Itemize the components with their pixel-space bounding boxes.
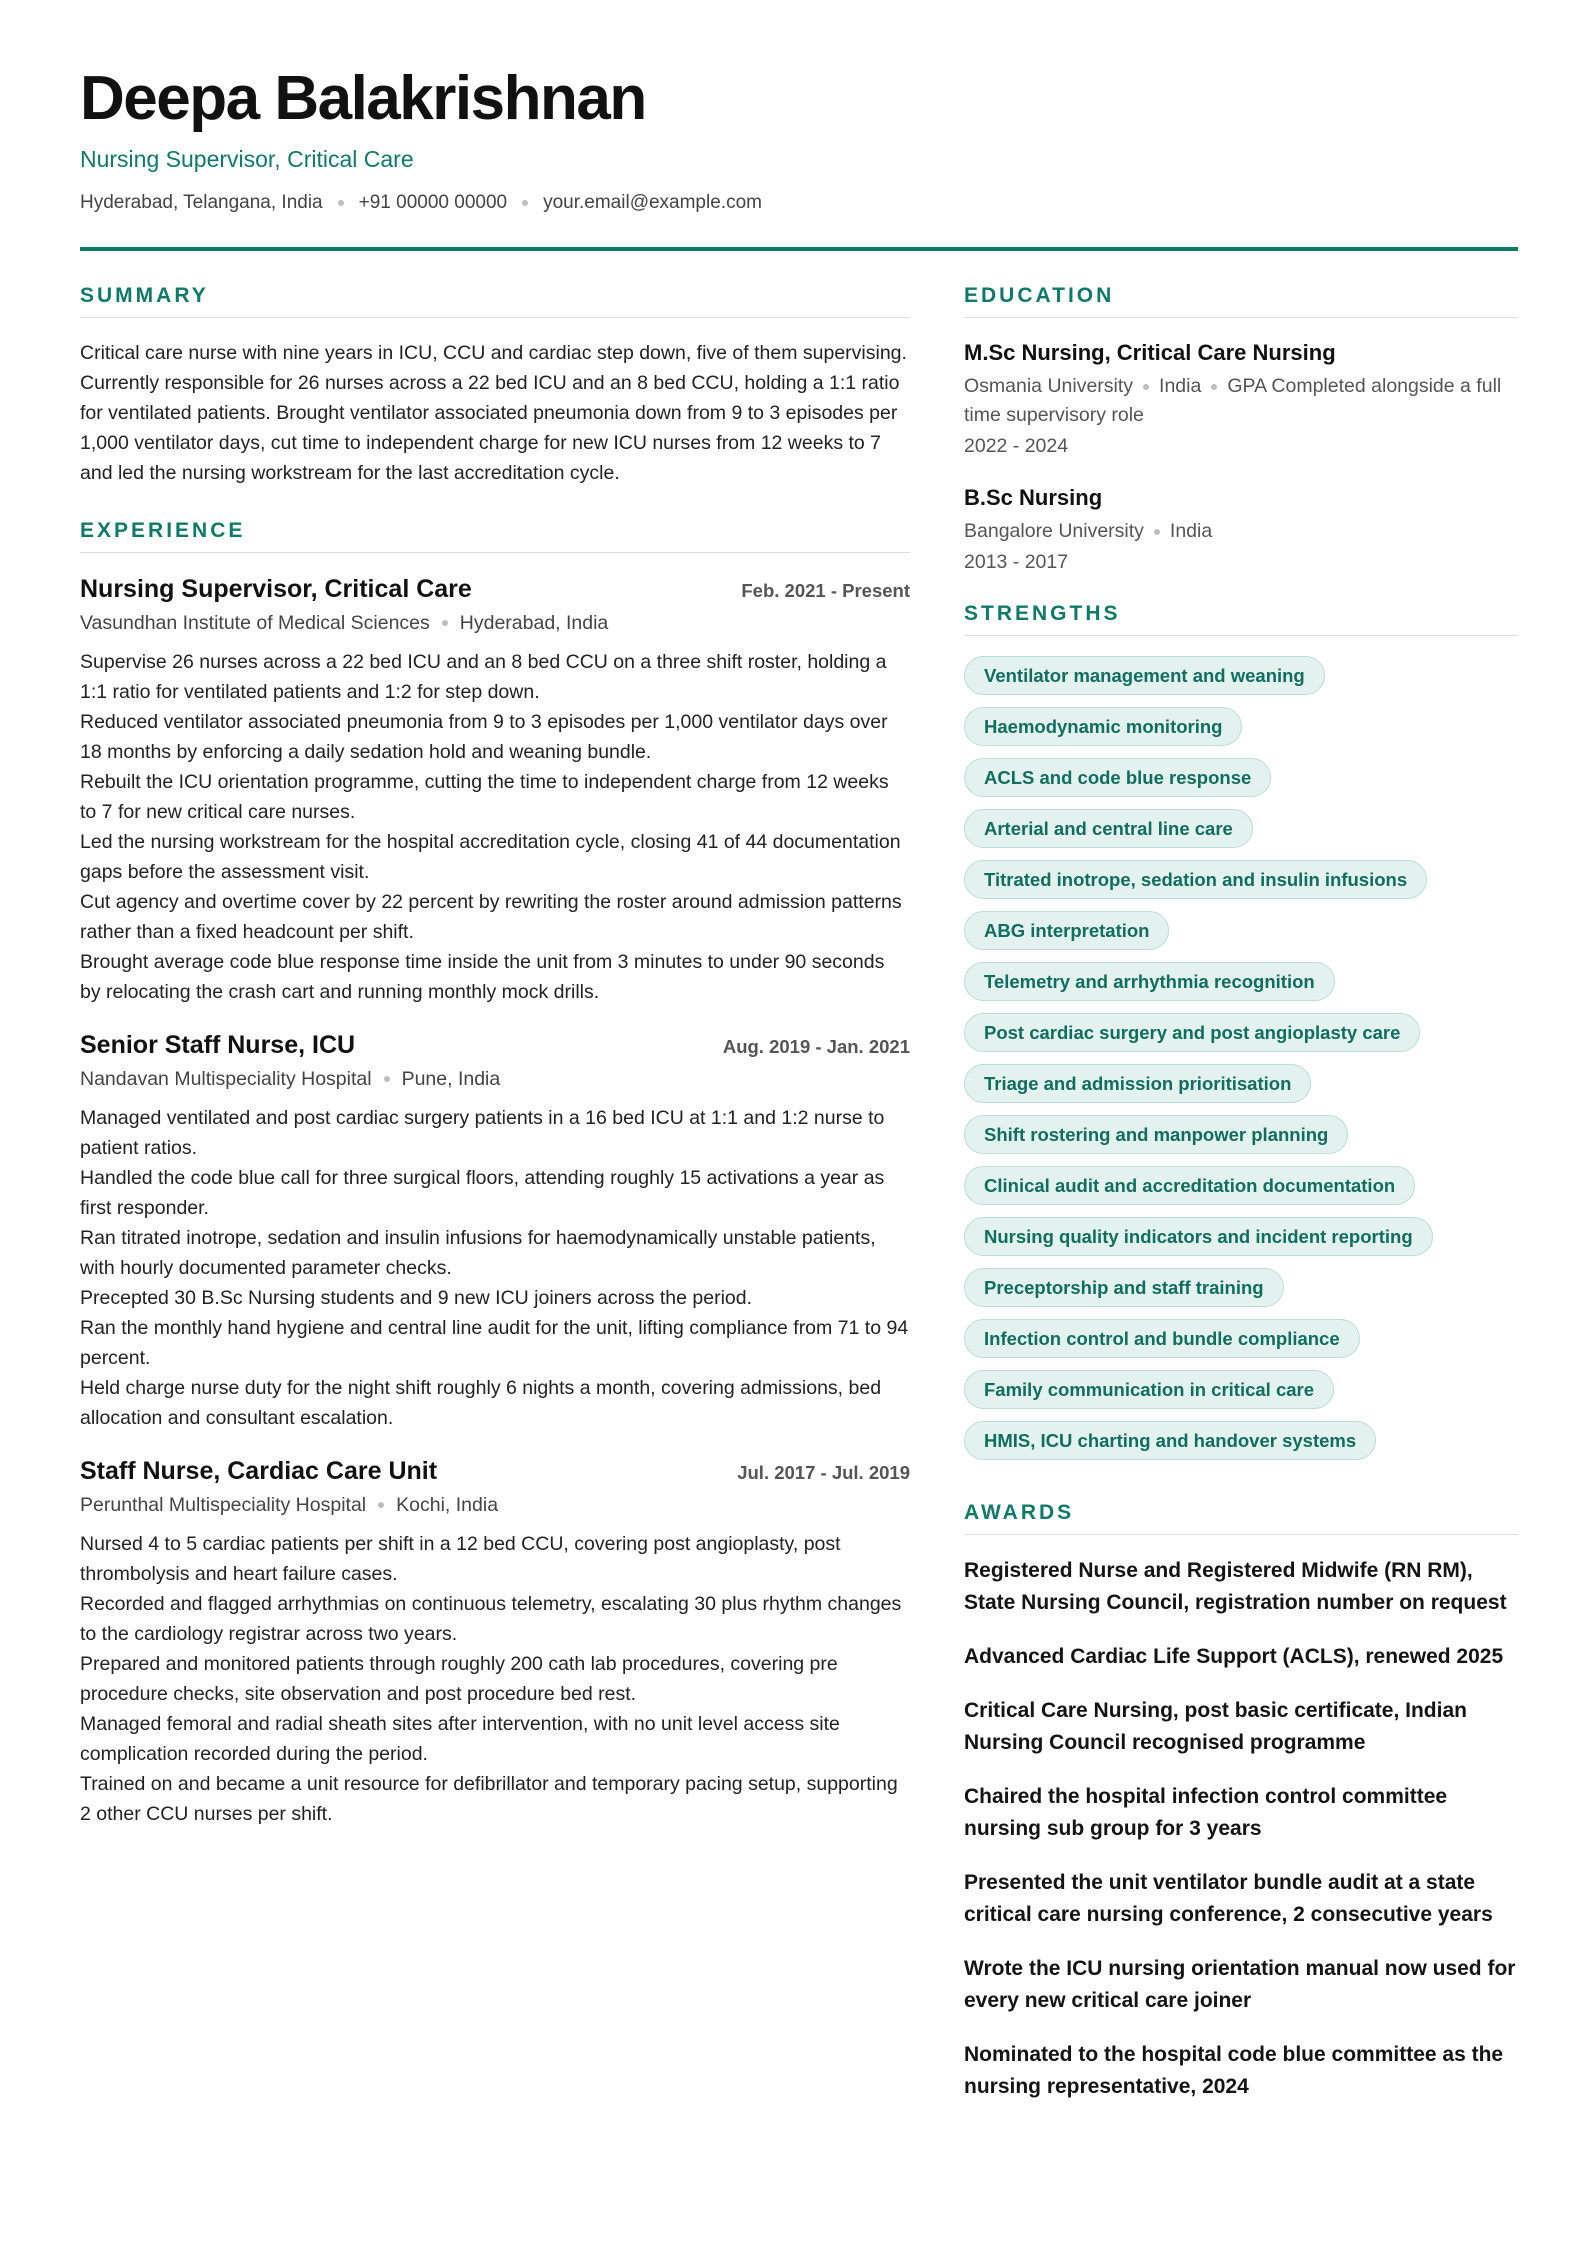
strength-tag: Nursing quality indicators and incident reporting [964, 1217, 1433, 1256]
job-bullet: Precepted 30 B.Sc Nursing students and 9 new ICU joiners across the period. [80, 1287, 753, 1309]
strength-tag: Telemetry and arrhythmia recognition [964, 962, 1335, 1001]
candidate-title: Nursing Supervisor, Critical Care [80, 146, 414, 172]
separator-dot [338, 200, 344, 206]
strength-tag: Preceptorship and staff training [964, 1268, 1284, 1307]
education-degree: M.Sc Nursing, Critical Care Nursing [964, 340, 1336, 365]
job-header [80, 573, 910, 605]
job-bullet: Managed femoral and radial sheath sites after intervention, with no unit level access site complication recorded during the period. [80, 1713, 840, 1765]
separator-dot [1211, 384, 1217, 390]
job-entry [80, 573, 910, 1007]
strength-tag: Family communication in critical care [964, 1370, 1334, 1409]
education-degree: B.Sc Nursing [964, 485, 1103, 510]
contact-email: your.email@example.com [543, 192, 762, 213]
education-details [964, 372, 1518, 430]
job-employer-line [80, 1491, 910, 1519]
job-location: Hyderabad, India [459, 612, 609, 634]
job-organization: Nandavan Multispeciality Hospital [80, 1068, 372, 1090]
candidate-name: Deepa Balakrishnan [80, 64, 646, 133]
job-location: Pune, India [401, 1068, 501, 1090]
strength-tag: ABG interpretation [964, 911, 1169, 950]
job-organization: Vasundhan Institute of Medical Sciences [80, 612, 430, 634]
education-years: 2022 - 2024 [964, 435, 1069, 457]
job-bullet: Prepared and monitored patients through roughly 200 cath lab procedures, covering pre procedure checks, site observation and post procedure bed rest. [80, 1653, 838, 1705]
left-column [80, 281, 910, 2125]
job-bullet: Ran the monthly hand hygiene and central line audit for the unit, lifting compliance from 71 to 94 percent. [80, 1317, 909, 1369]
awards-heading: AWARDS [964, 1498, 1518, 1535]
job-employer-line [80, 1065, 910, 1093]
content-columns [80, 281, 1518, 2125]
awards-list [964, 1555, 1518, 2103]
separator-dot [442, 620, 448, 626]
job-bullets [80, 1529, 910, 1829]
job-bullet: Ran titrated inotrope, sedation and insulin infusions for haemodynamically unstable patients, with hourly documented parameter checks. [80, 1227, 876, 1279]
strength-tag: Titrated inotrope, sedation and insulin infusions [964, 860, 1427, 899]
job-title: Senior Staff Nurse, ICU [80, 1031, 356, 1059]
education-heading: EDUCATION [964, 281, 1518, 318]
education-school: Bangalore University [964, 520, 1144, 542]
contact-phone: +91 00000 00000 [358, 192, 508, 213]
strength-tag: Ventilator management and weaning [964, 656, 1325, 695]
strength-tag: Shift rostering and manpower planning [964, 1115, 1348, 1154]
strength-tag: ACLS and code blue response [964, 758, 1271, 797]
strength-tag: Arterial and central line care [964, 809, 1253, 848]
job-header [80, 1455, 910, 1487]
strengths-heading: STRENGTHS [964, 599, 1518, 636]
experience-list [80, 573, 910, 1829]
job-header [80, 1029, 910, 1061]
education-note: GPA Completed alongside a full time supervisory role [964, 375, 1502, 426]
education-country: India [1169, 520, 1213, 542]
header-divider [80, 247, 1518, 251]
experience-heading: EXPERIENCE [80, 516, 910, 553]
award-item: Chaired the hospital infection control committee nursing sub group for 3 years [964, 1785, 1448, 1840]
job-bullet: Brought average code blue response time inside the unit from 3 minutes to under 90 seconds by relocating the crash cart and running monthly mock drills. [80, 951, 885, 1003]
strengths-list [964, 656, 1518, 1472]
job-bullet: Trained on and became a unit resource for defibrillator and temporary pacing setup, supporting 2 other CCU nurses per shift. [80, 1773, 898, 1825]
strength-tag: Post cardiac surgery and post angioplasty care [964, 1013, 1420, 1052]
job-bullet: Held charge nurse duty for the night shift roughly 6 nights a month, covering admissions, bed allocation and consultant escalation. [80, 1377, 882, 1429]
summary-heading: SUMMARY [80, 281, 910, 318]
strength-tag: Triage and admission prioritisation [964, 1064, 1311, 1103]
job-bullets [80, 647, 910, 1007]
job-bullet: Cut agency and overtime cover by 22 percent by rewriting the roster around admission patterns rather than a fixed headcount per shift. [80, 891, 902, 943]
separator-dot [384, 1076, 390, 1082]
job-bullet: Managed ventilated and post cardiac surgery patients in a 16 bed ICU at 1:1 and 1:2 nurse to patient ratios. [80, 1107, 885, 1159]
job-dates: Aug. 2019 - Jan. 2021 [722, 1036, 910, 1057]
strength-tag: Haemodynamic monitoring [964, 707, 1242, 746]
separator-dot [378, 1502, 384, 1508]
job-dates: Jul. 2017 - Jul. 2019 [737, 1462, 910, 1483]
job-bullet: Rebuilt the ICU orientation programme, cutting the time to independent charge from 12 weeks to 7 for new critical care nurses. [80, 771, 889, 823]
contact-line [80, 190, 1518, 216]
contact-location: Hyderabad, Telangana, India [80, 192, 323, 213]
job-bullet: Nursed 4 to 5 cardiac patients per shift in a 12 bed CCU, covering post angioplasty, post thrombolysis and heart failure cases. [80, 1533, 841, 1585]
job-employer-line [80, 609, 910, 637]
job-bullet: Supervise 26 nurses across a 22 bed ICU and an 8 bed CCU on a three shift roster, holding a 1:1 ratio for ventilated patients and 1:2 for step down. [80, 651, 887, 703]
separator-dot [1154, 529, 1160, 535]
job-entry [80, 1455, 910, 1829]
job-title: Nursing Supervisor, Critical Care [80, 575, 472, 603]
education-details [964, 517, 1518, 546]
job-bullet: Handled the code blue call for three surgical floors, attending roughly 15 activations a year as first responder. [80, 1167, 885, 1219]
job-entry [80, 1029, 910, 1433]
job-organization: Perunthal Multispeciality Hospital [80, 1494, 367, 1516]
job-bullets [80, 1103, 910, 1433]
award-item: Critical Care Nursing, post basic certificate, Indian Nursing Council recognised programme [964, 1699, 1467, 1754]
award-item: Presented the unit ventilator bundle audit at a state critical care nursing conference, 2 consecutive years [964, 1871, 1493, 1926]
education-school: Osmania University [964, 375, 1134, 397]
education-item [964, 483, 1518, 577]
award-item: Wrote the ICU nursing orientation manual now used for every new critical care joiner [964, 1957, 1516, 2012]
job-bullet: Reduced ventilator associated pneumonia from 9 to 3 episodes per 1,000 ventilator days over 18 months by enforcing a daily sedation hold and weaning bundle. [80, 711, 888, 763]
job-dates: Feb. 2021 - Present [741, 580, 910, 601]
separator-dot [1143, 384, 1149, 390]
award-item: Registered Nurse and Registered Midwife (RN RM), State Nursing Council, registration number on request [964, 1559, 1507, 1614]
award-item: Advanced Cardiac Life Support (ACLS), renewed 2025 [964, 1645, 1504, 1668]
strength-tag: Infection control and bundle compliance [964, 1319, 1360, 1358]
strength-tag: HMIS, ICU charting and handover systems [964, 1421, 1376, 1460]
job-bullet: Recorded and flagged arrhythmias on continuous telemetry, escalating 30 plus rhythm changes to the cardiology registrar across two years. [80, 1593, 902, 1645]
education-item [964, 338, 1518, 461]
job-location: Kochi, India [396, 1494, 499, 1516]
job-title: Staff Nurse, Cardiac Care Unit [80, 1457, 438, 1485]
award-item: Nominated to the hospital code blue committee as the nursing representative, 2024 [964, 2043, 1504, 2098]
education-years: 2013 - 2017 [964, 551, 1069, 573]
summary-text: Critical care nurse with nine years in ICU, CCU and cardiac step down, five of them supervising. Currently responsible for 26 nurses across a 22 bed ICU and an 8 bed CCU, holding a 1:1 ratio for ventilated patients. Brought ventilator associated pneumonia down from 9 to 3 episodes per 1,000 ventilator days, cut time to independent charge for new ICU nurses from 12 weeks to 7 and led the nursing workstream for the last accreditation cycle. [80, 342, 907, 484]
education-country: India [1159, 375, 1202, 397]
strength-tag: Clinical audit and accreditation documentation [964, 1166, 1415, 1205]
separator-dot [522, 200, 528, 206]
right-column [964, 281, 1518, 2125]
job-bullet: Led the nursing workstream for the hospital accreditation cycle, closing 41 of 44 documentation gaps before the assessment visit. [80, 831, 901, 883]
